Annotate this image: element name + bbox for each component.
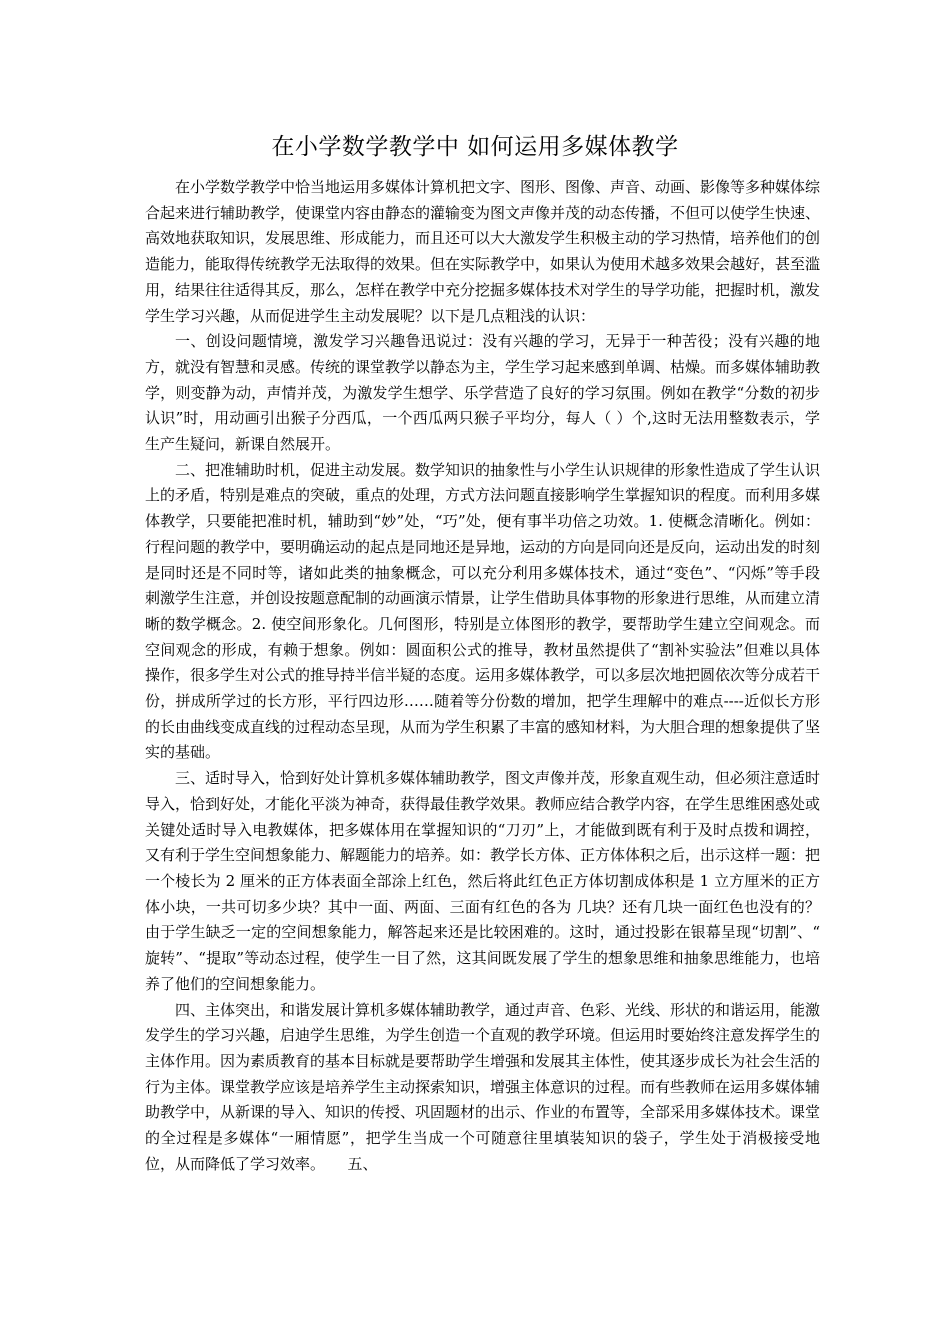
intro-paragraph: 在小学数学教学中恰当地运用多媒体计算机把文字、图形、图像、声音、动画、影像等多种媒体综合起来进行辅助教学，使课堂内容由静态的灌输变为图文声像并茂的动态传播，不但可以使学生快速、高效地获取知识，发展思维、形成能力，而且还可以大大激发学生积极主动的学习热情，培养他们的创造能力，能取得传统教学无法取得的效果。但在实际教学中，如果认为使用术越多效果会越好，甚至滥用，结果往往适得其反，那么，怎样在教学中充分挖掘多媒体技术对学生的导学功能，把握时机，激发学生学习兴趣，从而促进学生主动发展呢？以下是几点粗浅的认识：	[145, 178, 821, 325]
section-three-paragraph: 三、适时导入，恰到好处计算机多媒体辅助教学，图文声像并茂，形象直观生动，但必须注意适时导入，恰到好处，才能化平淡为神奇，获得最佳教学效果。教师应结合教学内容，在学生思维困惑处或关键处适时导入电教媒体，把多媒体用在掌握知识的“刀刃”上，才能做到既有利于及时点拨和调控，又有利于学生空间想象能力、解题能力的培养。如：教学长方体、正方体体积之后，出示这样一题：把一个棱长为 2 厘米的正方体表面全部涂上红色，然后将此红色正方体切割成体积是 1 立方厘米的正方体小块，一共可切多少块？其中一面、两面、三面有红色的各为 几块？还有几块一面红色也没有的？由于学生缺乏一定的空间想象能力，解答起来还是比较困难的。这时，通过投影在银幕呈现“切割”、“ 旋转”、“提取”等动态过程，使学生一目了然，这其间既发展了学生的想象思维和抽象思维能力，也培养了他们的空间想象能力。	[145, 769, 821, 993]
section-two-paragraph: 二、把准辅助时机，促进主动发展。数学知识的抽象性与小学生认识规律的形象性造成了学生认识上的矛盾，特别是难点的突破，重点的处理，方式方法问题直接影响学生掌握知识的程度。而利用多媒体教学，只要能把准时机，辅助到“妙”处，“巧”处，便有事半功倍之功效。1. 使概念清晰化。例如：行程问题的教学中，要明确运动的起点是同地还是异地，运动的方向是同向还是反向，运动出发的时刻是同时还是不同时等，诸如此类的抽象概念，可以充分利用多媒体技术，通过“变色”、“闪烁”等手段刺激学生注意，并创设按题意配制的动画演示情景，让学生借助具体事物的形象进行思维，从而建立清晰的数学概念。2. 使空间形象化。几何图形，特别是立体图形的教学，要帮助学生建立空间观念。而空间观念的形成，有赖于想象。例如：圆面积公式的推导，教材虽然提供了“割补实验法”但难以具体操作，很多学生对公式的推导持半信半疑的态度。运用多媒体教学，可以多层次地把圆依次等分成若干份，拼成所学过的长方形，平行四边形……随着等分份数的增加，把学生理解中的难点----近似长方形的长由曲线变成直线的过程动态呈现，从而为学生积累了丰富的感知材料，为大胆合理的想象提供了坚实的基础。	[145, 460, 821, 762]
section-one-paragraph: 一、创设问题情境，激发学习兴趣鲁迅说过：没有兴趣的学习，无异于一种苦役；没有兴趣的地方，就没有智慧和灵感。传统的课堂教学以静态为主，学生学习起来感到单调、枯燥。而多媒体辅助教学，则变静为动，声情并茂，为激发学生想学、乐学营造了良好的学习氛围。例如在教学“分数的初步认识”时，用动画引出猴子分西瓜，一个西瓜两只猴子平均分，每人（ ）个,这时无法用整数表示，学生产生疑问，新课自然展开。	[145, 332, 821, 454]
section-four-paragraph: 四、主体突出，和谐发展计算机多媒体辅助教学，通过声音、色彩、光线、形状的和谐运用，能激发学生的学习兴趣，启迪学生思维，为学生创造一个直观的教学环境。但运用时要始终注意发挥学生的主体作用。因为素质教育的基本目标就是要帮助学生增强和发展其主体性，使其逐步成长为社会生活的行为主体。课堂教学应该是培养学生主动探索知识，增强主体意识的过程。而有些教师在运用多媒体辅助教学中，从新课的导入、知识的传授、巩固题材的出示、作业的布置等，全部采用多媒体技术。课堂的全过程是多媒体“一厢情愿”，把学生当成一个可随意往里填装知识的袋子，学生处于消极接受地位，从而降低了学习效率。 五、	[145, 1000, 821, 1173]
document-title: 在小学数学教学中 如何运用多媒体教学	[271, 134, 679, 160]
document-body	[145, 175, 820, 1177]
